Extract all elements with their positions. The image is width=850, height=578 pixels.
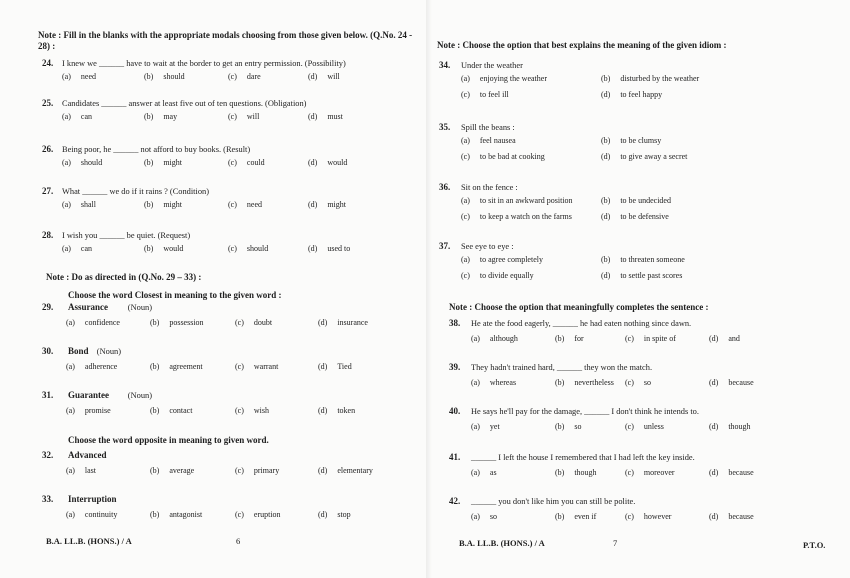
option-label: (a) <box>66 510 75 519</box>
question-option <box>709 468 754 477</box>
option-text: to be bad at cooking <box>479 152 545 161</box>
option-text: because <box>728 468 754 477</box>
question-number: 35. <box>439 122 451 132</box>
option-text: to keep a watch on the farms <box>479 212 572 221</box>
instruction-note: Note : Do as directed in (Q.No. 29 – 33) : <box>46 272 202 282</box>
option-label: (a) <box>62 158 71 167</box>
page-number: 7 <box>613 538 618 548</box>
question-option <box>228 244 268 253</box>
question-word: Assurance <box>68 302 108 312</box>
question-option <box>461 136 516 145</box>
option-text: might <box>327 200 346 209</box>
option-text: to feel happy <box>620 90 663 99</box>
option-label: (d) <box>601 90 611 99</box>
question-option <box>150 466 194 475</box>
part-of-speech: (Noun) <box>96 347 121 356</box>
option-label: (a) <box>66 466 75 475</box>
option-text: adherence <box>84 362 118 371</box>
option-text: wish <box>253 406 270 415</box>
question-number: 42. <box>449 496 461 506</box>
option-label: (d) <box>709 334 719 343</box>
option-label: (a) <box>461 196 470 205</box>
option-text: need <box>246 200 262 209</box>
question-text: He says he'll pay for the damage, ______ I don't think he intends to. <box>471 407 699 416</box>
option-text: unless <box>643 422 664 431</box>
question-option <box>461 196 573 205</box>
pto-label: P.T.O. <box>803 540 826 550</box>
question-text: He ate the food eagerly, ______ he had eaten nothing since dawn. <box>471 319 692 328</box>
option-text: will <box>327 72 340 81</box>
option-label: (b) <box>555 512 565 521</box>
option-label: (c) <box>235 362 244 371</box>
question-word: Bond <box>68 346 89 356</box>
option-text: stop <box>337 510 351 519</box>
option-label: (a) <box>471 378 480 387</box>
option-text: may <box>163 112 178 121</box>
option-label: (d) <box>709 422 719 431</box>
option-label: (b) <box>150 510 160 519</box>
option-label: (a) <box>62 112 71 121</box>
question-text: They hadn't trained hard, ______ they won the match. <box>471 363 653 372</box>
option-text: as <box>489 468 497 477</box>
question-option <box>308 158 347 167</box>
option-label: (b) <box>601 136 611 145</box>
option-label: (b) <box>150 362 160 371</box>
option-label: (d) <box>318 406 328 415</box>
option-label: (d) <box>318 510 328 519</box>
option-label: (a) <box>66 406 75 415</box>
question-option <box>601 212 669 221</box>
option-text: enjoying the weather <box>479 74 547 83</box>
question-option <box>66 406 111 415</box>
question-option <box>471 334 518 343</box>
option-label: (d) <box>308 112 318 121</box>
option-label: (d) <box>709 378 719 387</box>
question-option <box>66 510 117 519</box>
option-text: yet <box>489 422 500 431</box>
option-label: (b) <box>601 255 611 264</box>
section-heading: Choose the word Closest in meaning to the given word : <box>68 290 282 300</box>
question-option <box>308 72 340 81</box>
option-text: because <box>728 378 754 387</box>
question-number: 29. <box>42 302 54 312</box>
option-label: (a) <box>62 244 71 253</box>
question-text: ______ I left the house I remembered that I had left the key inside. <box>471 453 695 462</box>
question-option <box>62 72 96 81</box>
page-footer-code: B.A. LL.B. (HONS.) / A <box>459 538 545 548</box>
option-label: (c) <box>625 378 634 387</box>
option-label: (a) <box>461 136 470 145</box>
question-option <box>228 72 261 81</box>
question-option <box>625 334 676 343</box>
question-option <box>318 318 368 327</box>
question-option <box>235 362 278 371</box>
question-option <box>318 406 355 415</box>
option-text: would <box>327 158 348 167</box>
option-text: even if <box>574 512 597 521</box>
question-option <box>709 512 754 521</box>
question-number: 39. <box>449 362 461 372</box>
option-label: (a) <box>471 468 480 477</box>
question-number: 36. <box>439 182 451 192</box>
option-text: to be defensive <box>620 212 669 221</box>
option-label: (d) <box>308 244 318 253</box>
part-of-speech: (Noun) <box>127 303 152 312</box>
question-option <box>461 90 509 99</box>
question-option <box>461 271 534 280</box>
option-text: for <box>574 334 584 343</box>
option-text: to threaten someone <box>620 255 685 264</box>
question-option <box>235 318 272 327</box>
option-text: to feel ill <box>479 90 509 99</box>
question-number: 41. <box>449 452 461 462</box>
question-text: I wish you ______ be quiet. (Request) <box>62 231 191 240</box>
question-option <box>461 255 543 264</box>
option-label: (b) <box>144 200 154 209</box>
question-option <box>66 362 117 371</box>
option-text: whereas <box>489 378 517 387</box>
page-footer-code: B.A. LL.B. (HONS.) / A <box>46 536 132 546</box>
question-option <box>228 158 265 167</box>
option-text: feel nausea <box>479 136 516 145</box>
question-text: Under the weather <box>461 61 523 70</box>
option-label: (d) <box>709 468 719 477</box>
option-label: (c) <box>228 158 237 167</box>
option-text: warrant <box>253 362 279 371</box>
option-text: although <box>489 334 518 343</box>
option-label: (c) <box>235 510 244 519</box>
option-label: (b) <box>150 318 160 327</box>
question-option <box>471 422 500 431</box>
question-option <box>66 318 120 327</box>
question-option <box>318 510 351 519</box>
option-text: possession <box>169 318 204 327</box>
option-text: so <box>574 422 582 431</box>
option-text: should <box>246 244 269 253</box>
option-text: should <box>80 158 103 167</box>
option-text: confidence <box>84 318 120 327</box>
option-label: (b) <box>555 334 565 343</box>
option-text: to give away a secret <box>620 152 688 161</box>
option-text: can <box>80 244 92 253</box>
option-label: (c) <box>228 244 237 253</box>
question-text: See eye to eye : <box>461 242 514 251</box>
question-option <box>66 466 96 475</box>
option-text: to divide equally <box>479 271 534 280</box>
option-label: (c) <box>461 152 470 161</box>
option-label: (d) <box>601 212 611 221</box>
option-label: (c) <box>625 512 634 521</box>
option-label: (a) <box>471 334 480 343</box>
option-text: average <box>169 466 195 475</box>
option-label: (c) <box>461 271 470 280</box>
option-label: (c) <box>228 72 237 81</box>
option-label: (b) <box>144 112 154 121</box>
question-option <box>318 362 352 371</box>
option-label: (b) <box>601 196 611 205</box>
option-label: (a) <box>62 72 71 81</box>
option-text: doubt <box>253 318 273 327</box>
question-text: What ______ we do if it rains ? (Condition) <box>62 187 210 196</box>
option-label: (d) <box>318 466 328 475</box>
option-text: shall <box>80 200 96 209</box>
question-option <box>471 512 497 521</box>
option-label: (a) <box>66 318 75 327</box>
option-label: (d) <box>318 318 328 327</box>
question-option <box>150 318 204 327</box>
question-option <box>461 152 545 161</box>
option-label: (d) <box>308 72 318 81</box>
question-number: 24. <box>42 58 54 68</box>
option-label: (b) <box>150 466 160 475</box>
option-text: used to <box>327 244 351 253</box>
question-option <box>461 212 572 221</box>
question-option <box>144 244 183 253</box>
question-text: ______ you don't like him you can still be polite. <box>471 497 636 506</box>
option-text: to be clumsy <box>620 136 662 145</box>
question-number: 33. <box>42 494 54 504</box>
question-option <box>461 74 547 83</box>
option-text: could <box>246 158 265 167</box>
option-text: might <box>163 158 182 167</box>
option-text: to settle past scores <box>620 271 683 280</box>
question-option <box>228 112 259 121</box>
option-text: insurance <box>337 318 368 327</box>
question-word: Guarantee <box>68 390 109 400</box>
option-text: would <box>163 244 184 253</box>
section-heading: Choose the word opposite in meaning to given word. <box>68 435 269 445</box>
option-text: to be undecided <box>620 196 671 205</box>
question-option <box>144 200 182 209</box>
question-option <box>62 200 96 209</box>
question-option <box>601 152 687 161</box>
option-label: (b) <box>144 158 154 167</box>
question-option <box>308 112 343 121</box>
question-option <box>144 72 185 81</box>
option-label: (b) <box>144 72 154 81</box>
question-option <box>318 466 373 475</box>
question-option <box>555 512 596 521</box>
option-text: promise <box>84 406 111 415</box>
question-option <box>235 466 279 475</box>
question-option <box>625 422 664 431</box>
option-label: (c) <box>228 112 237 121</box>
option-text: because <box>728 512 754 521</box>
instruction-note: Note : Fill in the blanks with the appropriate modals choosing from those given below. (Q.No. 24 - 28) : <box>38 30 413 51</box>
question-option <box>62 158 102 167</box>
question-option <box>709 422 751 431</box>
option-text: might <box>163 200 182 209</box>
question-number: 28. <box>42 230 54 240</box>
question-number: 27. <box>42 186 54 196</box>
question-option <box>471 378 516 387</box>
question-text: Candidates ______ answer at least five out of ten questions. (Obligation) <box>62 99 307 108</box>
page-number: 6 <box>236 536 241 546</box>
question-option <box>144 158 182 167</box>
option-text: though <box>728 422 751 431</box>
question-option <box>228 200 262 209</box>
option-text: token <box>337 406 356 415</box>
question-option <box>625 468 675 477</box>
option-label: (d) <box>308 200 318 209</box>
question-option <box>235 510 281 519</box>
option-text: Tied <box>337 362 352 371</box>
option-label: (c) <box>235 466 244 475</box>
option-label: (d) <box>601 271 611 280</box>
question-word: Interruption <box>68 494 117 504</box>
question-text: Spill the beans : <box>461 123 515 132</box>
right-page <box>425 0 850 578</box>
option-label: (d) <box>308 158 318 167</box>
option-text: moreover <box>643 468 675 477</box>
option-label: (b) <box>555 468 565 477</box>
question-option <box>555 422 581 431</box>
option-label: (a) <box>471 512 480 521</box>
option-text: dare <box>246 72 261 81</box>
option-label: (a) <box>461 255 470 264</box>
option-label: (c) <box>235 406 244 415</box>
option-text: to agree completely <box>479 255 543 264</box>
instruction-note: Note : Choose the option that meaningfully completes the sentence : <box>449 302 709 312</box>
option-text: last <box>84 466 96 475</box>
question-option <box>235 406 269 415</box>
option-text: eruption <box>253 510 281 519</box>
question-word: Advanced <box>68 450 107 460</box>
option-label: (b) <box>144 244 154 253</box>
option-text: can <box>80 112 92 121</box>
instruction-note: Note : Choose the option that best explains the meaning of the given idiom : <box>437 40 727 50</box>
question-option <box>601 136 661 145</box>
option-label: (d) <box>318 362 328 371</box>
question-option <box>625 512 671 521</box>
option-label: (c) <box>461 90 470 99</box>
question-option <box>601 74 699 83</box>
question-number: 26. <box>42 144 54 154</box>
question-option <box>555 378 614 387</box>
question-option <box>471 468 497 477</box>
option-label: (c) <box>228 200 237 209</box>
question-option <box>150 362 203 371</box>
part-of-speech: (Noun) <box>127 391 152 400</box>
option-label: (b) <box>601 74 611 83</box>
option-text: primary <box>253 466 280 475</box>
option-label: (c) <box>625 468 634 477</box>
question-option <box>601 90 662 99</box>
question-number: 40. <box>449 406 461 416</box>
option-text: continuity <box>84 510 118 519</box>
option-text: will <box>246 112 260 121</box>
option-label: (c) <box>625 422 634 431</box>
question-option <box>308 200 346 209</box>
option-label: (b) <box>555 422 565 431</box>
question-number: 38. <box>449 318 461 328</box>
question-option <box>601 271 682 280</box>
option-text: and <box>728 334 740 343</box>
question-option <box>555 468 597 477</box>
option-label: (d) <box>709 512 719 521</box>
option-label: (b) <box>555 378 565 387</box>
question-number: 37. <box>439 241 451 251</box>
question-option <box>709 378 754 387</box>
question-option <box>601 255 685 264</box>
question-text: Sit on the fence : <box>461 183 518 192</box>
question-option <box>601 196 671 205</box>
option-label: (b) <box>150 406 160 415</box>
option-text: so <box>643 378 652 387</box>
option-label: (a) <box>62 200 71 209</box>
question-option <box>625 378 651 387</box>
option-text: must <box>327 112 343 121</box>
question-option <box>144 112 177 121</box>
option-text: to sit in an awkward position <box>479 196 573 205</box>
option-label: (a) <box>66 362 75 371</box>
question-text: I knew we ______ have to wait at the border to get an entry permission. (Possibility) <box>62 59 346 68</box>
question-number: 31. <box>42 390 54 400</box>
option-text: however <box>643 512 672 521</box>
option-text: though <box>574 468 597 477</box>
option-label: (d) <box>601 152 611 161</box>
option-text: antagonist <box>169 510 203 519</box>
question-number: 32. <box>42 450 54 460</box>
question-option <box>709 334 740 343</box>
option-text: in spite of <box>643 334 676 343</box>
option-label: (a) <box>471 422 480 431</box>
option-text: need <box>80 72 96 81</box>
option-label: (c) <box>625 334 634 343</box>
question-option <box>555 334 584 343</box>
option-text: contact <box>169 406 193 415</box>
question-text: Being poor, he ______ not afford to buy books. (Result) <box>62 145 251 154</box>
option-text: nevertheless <box>574 378 614 387</box>
question-option <box>308 244 350 253</box>
option-text: agreement <box>169 362 203 371</box>
option-label: (a) <box>461 74 470 83</box>
question-option <box>150 510 202 519</box>
question-option <box>62 112 92 121</box>
option-label: (c) <box>235 318 244 327</box>
question-number: 30. <box>42 346 54 356</box>
option-text: elementary <box>337 466 373 475</box>
option-text: should <box>163 72 185 81</box>
option-text: disturbed by the weather <box>620 74 700 83</box>
question-option <box>62 244 92 253</box>
option-label: (c) <box>461 212 470 221</box>
question-number: 25. <box>42 98 54 108</box>
question-number: 34. <box>439 60 451 70</box>
question-option <box>150 406 192 415</box>
option-text: so <box>489 512 498 521</box>
